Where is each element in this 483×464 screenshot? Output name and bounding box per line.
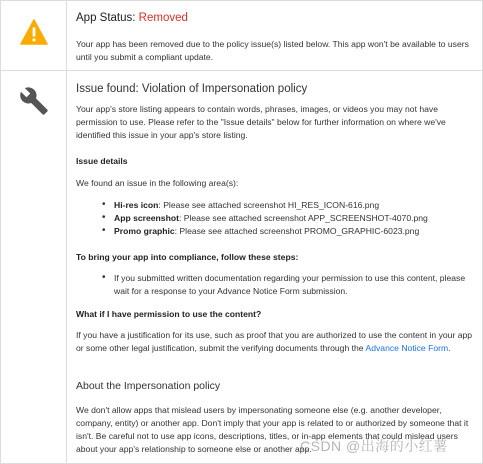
area-label: Hi-res icon (114, 200, 159, 210)
area-label: App screenshot (114, 212, 179, 223)
permission-text-end: . (448, 343, 451, 353)
issue-row (1, 71, 482, 463)
policy-heading: About the Impersonation policy (76, 380, 221, 392)
status-message: Your app has been removed due to the policy issue(s) listed below. This app won't be available to users until you submit a compliant update. (76, 39, 469, 62)
list-item (114, 212, 474, 225)
issue-details-intro: We found an issue in the following area(s): (76, 178, 239, 188)
status-row (1, 1, 482, 71)
watermark-text: CSDN @出海的小红薯 (300, 438, 448, 454)
compliance-steps-list (76, 272, 474, 298)
warning-icon (20, 19, 48, 45)
area-text: : Please see attached screenshot PROMO_GRAPHIC-6023.png (174, 225, 420, 236)
advance-notice-form-link[interactable]: Advance Notice Form (365, 343, 449, 353)
issue-icon-cell (1, 71, 67, 463)
wrench-icon (19, 86, 49, 116)
list-item: • If you submitted written documentation regarding your permission to use this content, please wait for a response to your Advance Notice Form submission. (114, 272, 474, 298)
issue-title: Issue found: Violation of Impersonation policy (76, 83, 308, 95)
app-status-value: Removed (138, 12, 188, 24)
list-item (114, 199, 474, 212)
issue-details-heading: Issue details (76, 156, 128, 166)
issue-areas-list (76, 199, 474, 237)
app-status-label: App Status: (76, 12, 136, 24)
app-status (76, 12, 188, 24)
status-icon-cell (1, 1, 67, 70)
policy-text: We don't allow apps that mislead users by impersonating someone else (e.g. another developer, company, entity) or another app. Don't imply that your app is related to or authorized by someone that it isn't. Be careful not to use app icons, descriptions, titles, or in-app elements that could mislead users about your app's relationship to someone else or another app. (76, 405, 469, 454)
permission-text (76, 329, 474, 355)
area-text: : Please see attached screenshot HI_RES_ICON-616.png (158, 200, 380, 210)
issue-intro: Your app's store listing appears to contain words, phrases, images, or videos you may not have permission to use. Please refer to the "Issue details" below for further information on where we've identified this issue in your app's store listing. (76, 104, 446, 140)
area-label: Promo graphic (114, 225, 175, 236)
area-text: : Please see attached screenshot APP_SCREENSHOT-4070.png (178, 212, 428, 223)
list-item (114, 225, 474, 238)
permission-heading: What if I have permission to use the content? (76, 309, 262, 319)
compliance-heading: To bring your app into compliance, follow these steps: (76, 252, 299, 262)
permission-text-body: If you have a justification for its use, such as proof that you are authorized to use the content in your app or some other legal justification, submit the verifying documents through the (76, 330, 473, 353)
